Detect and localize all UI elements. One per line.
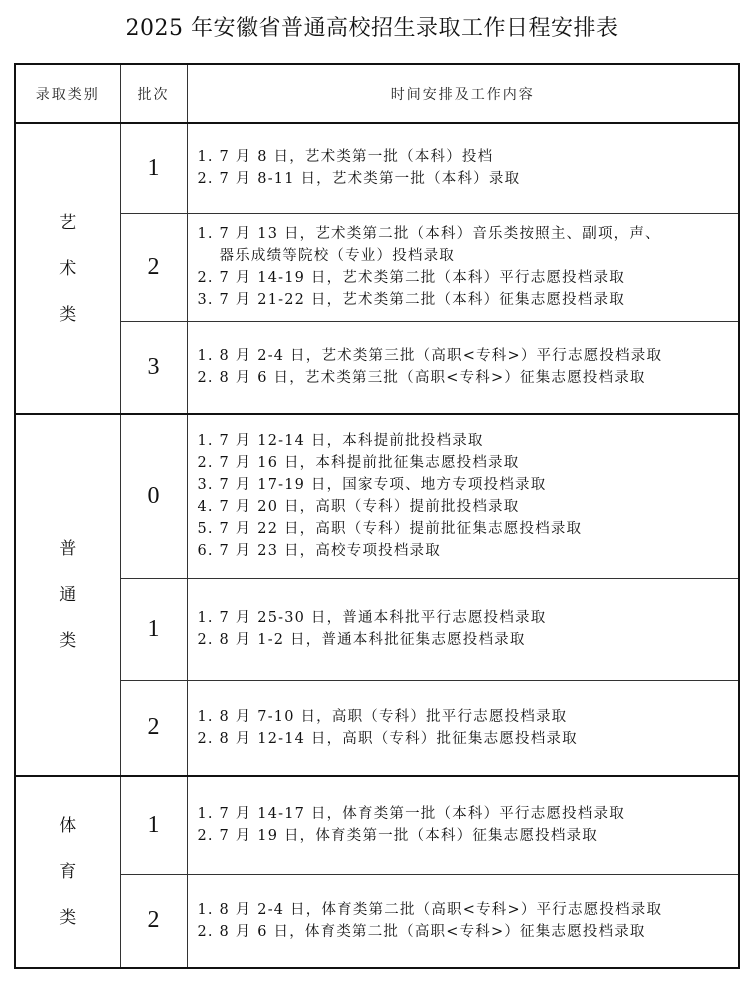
category-cell-general: [15, 414, 120, 776]
category-char: 类: [59, 631, 77, 651]
header-row: [15, 64, 739, 123]
schedule-item: 3. 7 月 17-19 日，国家专项、地方专项投档录取: [197, 477, 547, 494]
schedule-item: 6. 7 月 23 日，高校专项投档录取: [197, 543, 441, 560]
table-row: [15, 321, 739, 414]
batch-cell: 1: [120, 123, 187, 213]
category-cell-art: [15, 123, 120, 414]
schedule-item-continuation: 器乐成绩等院校（专业）投档录取: [219, 248, 455, 264]
schedule-item: 2. 7 月 19 日，体育类第一批（本科）征集志愿投档录取: [197, 828, 598, 845]
schedule-item: 3. 7 月 21-22 日，艺术类第二批（本科）征集志愿投档录取: [197, 292, 625, 308]
schedule-item: 2. 7 月 16 日，本科提前批征集志愿投档录取: [197, 455, 520, 472]
table-row: [15, 680, 739, 776]
table-row: [15, 578, 739, 680]
schedule-table: [14, 63, 740, 969]
content-cell: [187, 874, 739, 968]
category-char: 育: [59, 862, 77, 882]
schedule-item: 1. 7 月 14-17 日，体育类第一批（本科）平行志愿投档录取: [197, 806, 625, 823]
batch-cell: 3: [120, 321, 187, 414]
schedule-item: 2. 8 月 12-14 日，高职（专科）批征集志愿投档录取: [197, 730, 578, 747]
content-cell: [187, 680, 739, 776]
batch-cell: 2: [120, 874, 187, 968]
schedule-item: 2. 7 月 8-11 日，艺术类第一批（本科）录取: [197, 171, 521, 188]
content-cell: [187, 321, 739, 414]
schedule-item: 1. 8 月 2-4 日，体育类第二批（高职<专科>）平行志愿投档录取: [197, 901, 663, 918]
schedule-item: 2. 7 月 14-19 日，艺术类第二批（本科）平行志愿投档录取: [197, 270, 625, 286]
schedule-item: 1. 7 月 25-30 日，普通本科批平行志愿投档录取: [197, 610, 547, 626]
table-row: [15, 776, 739, 874]
batch-cell: 0: [120, 414, 187, 578]
category-char: 艺: [59, 212, 77, 233]
batch-cell: 1: [120, 578, 187, 680]
category-char: 通: [59, 585, 77, 605]
schedule-item: 2. 8 月 6 日，艺术类第三批（高职<专科>）征集志愿投档录取: [197, 370, 646, 387]
header-category: 录取类别: [15, 64, 120, 123]
schedule-item: 1. 7 月 8 日，艺术类第一批（本科）投档: [197, 149, 494, 166]
table-row: [15, 213, 739, 321]
category-char: 普: [59, 539, 77, 559]
content-cell: [187, 414, 739, 578]
table-row: [15, 123, 739, 213]
schedule-item: 1. 8 月 2-4 日，艺术类第三批（高职<专科>）平行志愿投档录取: [197, 348, 663, 365]
content-cell: [187, 578, 739, 680]
content-cell: [187, 213, 739, 321]
schedule-item: 1. 7 月 12-14 日，本科提前批投档录取: [197, 433, 484, 450]
category-char: 类: [59, 908, 77, 928]
category-char: 体: [59, 816, 77, 836]
header-batch: 批次: [120, 64, 187, 123]
category-char: 术: [59, 258, 77, 279]
table-row: [15, 414, 739, 578]
schedule-item: 1. 7 月 13 日，艺术类第二批（本科）音乐类按照主、副项，声、: [197, 226, 661, 242]
header-content: 时间安排及工作内容: [187, 64, 739, 123]
schedule-item: 2. 8 月 1-2 日，普通本科批征集志愿投档录取: [197, 632, 526, 648]
table-row: [15, 874, 739, 968]
batch-cell: 1: [120, 776, 187, 874]
content-cell: [187, 776, 739, 874]
schedule-item: 4. 7 月 20 日，高职（专科）提前批投档录取: [197, 499, 520, 516]
content-cell: [187, 123, 739, 213]
category-cell-sports: [15, 776, 120, 968]
schedule-item: 2. 8 月 6 日，体育类第二批（高职<专科>）征集志愿投档录取: [197, 923, 646, 940]
batch-cell: 2: [120, 213, 187, 321]
schedule-item: 1. 8 月 7-10 日，高职（专科）批平行志愿投档录取: [197, 708, 568, 725]
schedule-item: 5. 7 月 22 日，高职（专科）提前批征集志愿投档录取: [197, 521, 583, 538]
document-title: 2025 年安徽省普通高校招生录取工作日程安排表: [125, 16, 619, 41]
batch-cell: 2: [120, 680, 187, 776]
category-char: 类: [59, 304, 77, 325]
